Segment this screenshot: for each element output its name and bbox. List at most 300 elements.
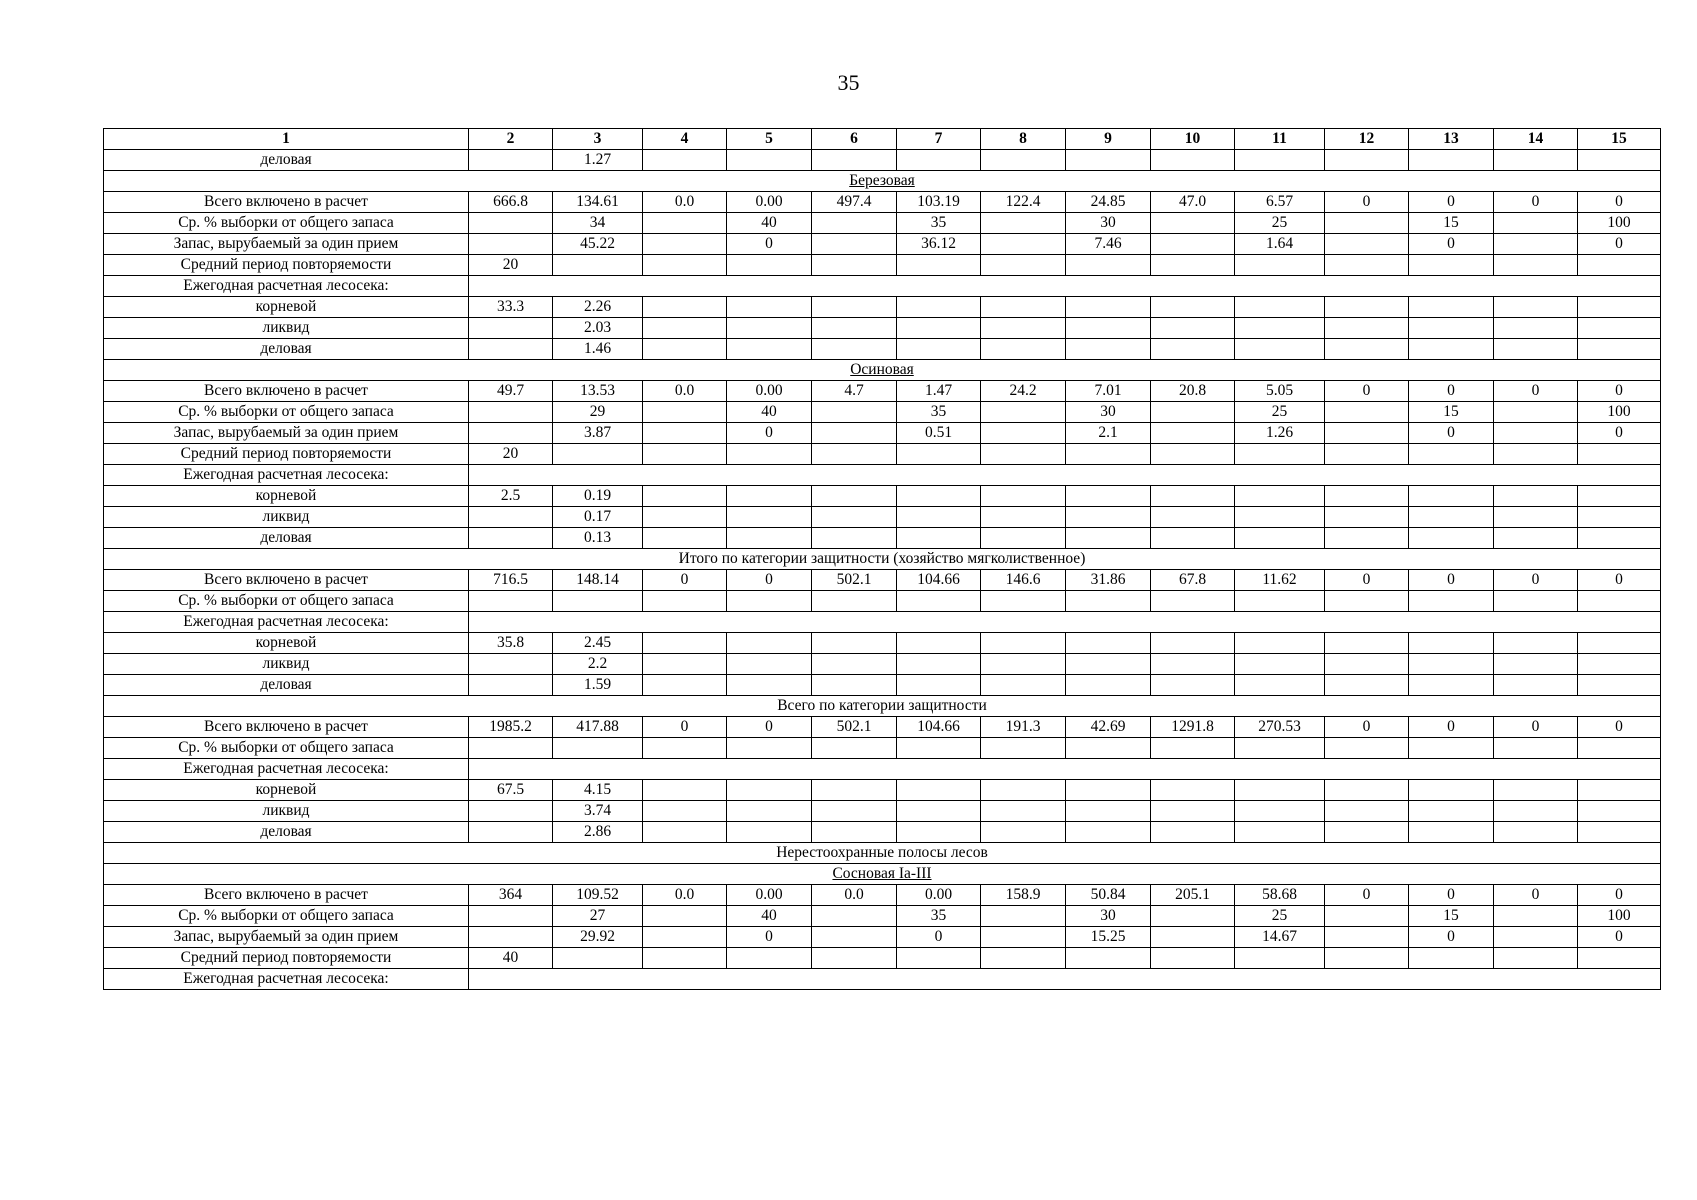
table-cell (812, 255, 897, 276)
column-header: 6 (812, 129, 897, 150)
table-cell (812, 906, 897, 927)
table-cell (643, 780, 727, 801)
table-cell (469, 318, 553, 339)
table-cell: 716.5 (469, 570, 553, 591)
table-cell (643, 318, 727, 339)
table-row (104, 234, 1661, 255)
section-title: Всего по категории защитности (104, 696, 1661, 717)
table-cell (643, 423, 727, 444)
table-row (104, 150, 1661, 171)
section-title: Нерестоохранные полосы лесов (104, 843, 1661, 864)
row-label: Ежегодная расчетная лесосека: (104, 612, 469, 633)
table-cell (897, 738, 981, 759)
table-cell: 33.3 (469, 297, 553, 318)
table-row (104, 738, 1661, 759)
table-cell: 6.57 (1235, 192, 1325, 213)
table-cell (469, 465, 1661, 486)
table-cell (1494, 297, 1578, 318)
table-cell (1325, 738, 1409, 759)
table-cell: 0 (1409, 381, 1494, 402)
table-row (104, 465, 1661, 486)
table-cell: 15 (1409, 213, 1494, 234)
table-cell (897, 255, 981, 276)
table-cell (1494, 486, 1578, 507)
table-row (104, 759, 1661, 780)
table-cell: 0 (1325, 192, 1409, 213)
row-label: Всего включено в расчет (104, 570, 469, 591)
table-cell (643, 528, 727, 549)
table-cell: 0 (1578, 423, 1661, 444)
table-cell (1409, 801, 1494, 822)
table-cell: 0 (1578, 192, 1661, 213)
table-cell (1151, 675, 1235, 696)
section-title: Сосновая Ia-III (104, 864, 1661, 885)
table-cell: 2.45 (553, 633, 643, 654)
table-cell: 40 (727, 402, 812, 423)
row-label: Ежегодная расчетная лесосека: (104, 759, 469, 780)
table-cell (1494, 738, 1578, 759)
table-cell (1066, 822, 1151, 843)
table-row (104, 297, 1661, 318)
table-cell: 35.8 (469, 633, 553, 654)
table-cell (469, 234, 553, 255)
table-row (104, 381, 1661, 402)
table-row (104, 444, 1661, 465)
table-cell: 0 (1494, 570, 1578, 591)
row-label: ликвид (104, 507, 469, 528)
table-cell (1325, 234, 1409, 255)
table-cell (1151, 507, 1235, 528)
row-label: Запас, вырубаемый за один прием (104, 234, 469, 255)
table-cell: 29.92 (553, 927, 643, 948)
table-cell (897, 297, 981, 318)
row-label: Ср. % выборки от общего запаса (104, 213, 469, 234)
table-cell (812, 801, 897, 822)
row-label: Запас, вырубаемый за один прием (104, 423, 469, 444)
table-cell (981, 318, 1066, 339)
table-cell: 0 (1409, 192, 1494, 213)
table-cell (1066, 486, 1151, 507)
table-cell (1235, 654, 1325, 675)
table-cell: 40 (727, 213, 812, 234)
table-cell (1235, 948, 1325, 969)
table-cell (981, 423, 1066, 444)
table-cell (1578, 591, 1661, 612)
table-cell (1325, 822, 1409, 843)
table-cell (1151, 633, 1235, 654)
section-title: Итого по категории защитности (хозяйство мягколиственное) (104, 549, 1661, 570)
table-cell (1151, 318, 1235, 339)
table-cell: 40 (469, 948, 553, 969)
table-cell (1325, 255, 1409, 276)
table-cell: 27 (553, 906, 643, 927)
table-cell (1578, 318, 1661, 339)
table-cell: 0 (1578, 927, 1661, 948)
table-cell: 104.66 (897, 570, 981, 591)
table-row (104, 906, 1661, 927)
table-cell: 30 (1066, 402, 1151, 423)
table-cell (981, 906, 1066, 927)
table-cell (553, 948, 643, 969)
table-cell (897, 591, 981, 612)
table-cell: 45.22 (553, 234, 643, 255)
section-header-row (104, 864, 1661, 885)
table-cell (469, 213, 553, 234)
table-cell: 15 (1409, 402, 1494, 423)
table-cell: 2.5 (469, 486, 553, 507)
table-cell (981, 234, 1066, 255)
table-row (104, 927, 1661, 948)
table-cell: 1.26 (1235, 423, 1325, 444)
table-cell (1409, 654, 1494, 675)
table-cell: 0.13 (553, 528, 643, 549)
table-cell (981, 633, 1066, 654)
table-cell: 35 (897, 906, 981, 927)
table-cell (727, 486, 812, 507)
table-cell: 1.64 (1235, 234, 1325, 255)
table-cell (812, 948, 897, 969)
table-cell (1578, 150, 1661, 171)
table-cell (897, 948, 981, 969)
table-cell: 36.12 (897, 234, 981, 255)
table-cell: 25 (1235, 402, 1325, 423)
table-cell (1494, 948, 1578, 969)
column-header: 8 (981, 129, 1066, 150)
table-cell (643, 927, 727, 948)
table-cell (1151, 444, 1235, 465)
table-cell (553, 591, 643, 612)
column-header: 4 (643, 129, 727, 150)
table-cell: 417.88 (553, 717, 643, 738)
table-cell (812, 318, 897, 339)
section-header-row (104, 843, 1661, 864)
table-cell: 20 (469, 444, 553, 465)
row-label: Всего включено в расчет (104, 717, 469, 738)
row-label: Всего включено в расчет (104, 381, 469, 402)
table-cell: 103.19 (897, 192, 981, 213)
table-cell: 191.3 (981, 717, 1066, 738)
table-cell: 0 (727, 423, 812, 444)
table-cell: 0 (1409, 234, 1494, 255)
table-cell (1235, 591, 1325, 612)
table-cell (727, 339, 812, 360)
table-cell: 104.66 (897, 717, 981, 738)
table-row (104, 423, 1661, 444)
table-cell (1325, 528, 1409, 549)
table-cell (727, 675, 812, 696)
table-cell (1494, 255, 1578, 276)
table-cell (469, 507, 553, 528)
table-cell (1151, 948, 1235, 969)
page-number: 35 (837, 70, 860, 95)
table-cell (1235, 738, 1325, 759)
table-cell: 0.51 (897, 423, 981, 444)
table-cell (812, 297, 897, 318)
table-cell (812, 675, 897, 696)
table-cell (1409, 738, 1494, 759)
table-row (104, 780, 1661, 801)
table-cell: 0 (1409, 570, 1494, 591)
table-cell (1066, 150, 1151, 171)
table-cell (1066, 318, 1151, 339)
table-cell (1235, 255, 1325, 276)
table-cell (643, 591, 727, 612)
table-cell (553, 444, 643, 465)
table-cell (1066, 591, 1151, 612)
table-cell (469, 906, 553, 927)
table-cell (1409, 675, 1494, 696)
table-cell: 0 (1494, 717, 1578, 738)
column-header: 5 (727, 129, 812, 150)
table-cell (897, 633, 981, 654)
table-cell (1409, 150, 1494, 171)
table-cell (981, 486, 1066, 507)
table-row (104, 591, 1661, 612)
table-cell (1494, 591, 1578, 612)
table-cell: 0 (1494, 381, 1578, 402)
table-cell (1494, 822, 1578, 843)
table-cell: 67.8 (1151, 570, 1235, 591)
table-cell (981, 822, 1066, 843)
table-cell (1235, 486, 1325, 507)
table-cell (1066, 801, 1151, 822)
table-cell (1578, 507, 1661, 528)
table-cell: 42.69 (1066, 717, 1151, 738)
forest-harvest-table (103, 128, 1661, 990)
table-cell (981, 654, 1066, 675)
table-cell (643, 150, 727, 171)
table-cell (1151, 528, 1235, 549)
table-cell: 11.62 (1235, 570, 1325, 591)
table-cell (1409, 780, 1494, 801)
table-cell (981, 948, 1066, 969)
table-cell (1494, 423, 1578, 444)
table-cell: 14.67 (1235, 927, 1325, 948)
row-label: ликвид (104, 801, 469, 822)
table-cell: 2.86 (553, 822, 643, 843)
table-cell (727, 822, 812, 843)
table-row (104, 948, 1661, 969)
table-cell (1325, 402, 1409, 423)
table-cell (469, 738, 553, 759)
table-cell (1235, 507, 1325, 528)
table-cell: 0 (1494, 885, 1578, 906)
table-cell (469, 402, 553, 423)
table-cell: 0 (727, 570, 812, 591)
row-label: Ежегодная расчетная лесосека: (104, 276, 469, 297)
table-cell (1151, 234, 1235, 255)
table-cell: 0 (727, 717, 812, 738)
table-cell: 0.0 (643, 192, 727, 213)
table-cell (1494, 906, 1578, 927)
table-cell (1325, 150, 1409, 171)
table-row (104, 633, 1661, 654)
table-cell (1235, 150, 1325, 171)
table-cell (1151, 801, 1235, 822)
table-cell (897, 822, 981, 843)
table-cell (897, 780, 981, 801)
table-row (104, 318, 1661, 339)
row-label: Ср. % выборки от общего запаса (104, 738, 469, 759)
table-cell: 15.25 (1066, 927, 1151, 948)
section-header-row (104, 549, 1661, 570)
table-cell (981, 150, 1066, 171)
table-cell (1325, 444, 1409, 465)
table-cell (1066, 633, 1151, 654)
table-cell (643, 948, 727, 969)
table-cell: 134.61 (553, 192, 643, 213)
table-cell (1235, 528, 1325, 549)
table-cell (981, 213, 1066, 234)
table-cell (727, 318, 812, 339)
table-cell: 100 (1578, 213, 1661, 234)
table-cell: 3.87 (553, 423, 643, 444)
table-cell (1325, 507, 1409, 528)
table-cell (1066, 507, 1151, 528)
table-cell (469, 339, 553, 360)
table-cell: 40 (727, 906, 812, 927)
table-cell: 2.2 (553, 654, 643, 675)
table-cell (981, 444, 1066, 465)
table-cell (643, 402, 727, 423)
table-cell (1066, 675, 1151, 696)
table-cell (1151, 213, 1235, 234)
table-cell: 1.46 (553, 339, 643, 360)
table-cell: 5.05 (1235, 381, 1325, 402)
table-cell (1409, 444, 1494, 465)
table-cell (1325, 213, 1409, 234)
table-cell (1578, 339, 1661, 360)
table-cell (1151, 927, 1235, 948)
column-header: 11 (1235, 129, 1325, 150)
table-cell (981, 801, 1066, 822)
table-cell (1494, 507, 1578, 528)
table-cell: 2.03 (553, 318, 643, 339)
table-cell (812, 927, 897, 948)
table-cell (1494, 801, 1578, 822)
table-cell (1494, 339, 1578, 360)
table-cell (727, 150, 812, 171)
table-cell (1235, 675, 1325, 696)
table-cell (1235, 444, 1325, 465)
table-cell (469, 927, 553, 948)
table-cell: 100 (1578, 402, 1661, 423)
table-cell: 0.0 (643, 885, 727, 906)
table-cell: 30 (1066, 906, 1151, 927)
table-cell (1325, 633, 1409, 654)
table-header-row (104, 129, 1661, 150)
table-cell (1066, 948, 1151, 969)
table-cell (1494, 633, 1578, 654)
table-cell: 497.4 (812, 192, 897, 213)
table-cell (981, 927, 1066, 948)
table-cell (812, 738, 897, 759)
table-cell (1066, 654, 1151, 675)
table-cell: 4.7 (812, 381, 897, 402)
table-cell (727, 633, 812, 654)
table-cell: 31.86 (1066, 570, 1151, 591)
table-cell (812, 633, 897, 654)
table-cell (897, 507, 981, 528)
table-cell (1578, 486, 1661, 507)
table-cell: 0 (643, 570, 727, 591)
table-cell: 67.5 (469, 780, 553, 801)
table-cell (643, 297, 727, 318)
section-header-row (104, 360, 1661, 381)
table-cell: 0 (1325, 570, 1409, 591)
table-cell (1494, 234, 1578, 255)
table-cell (1325, 591, 1409, 612)
table-cell (897, 318, 981, 339)
table-cell (1494, 213, 1578, 234)
row-label: деловая (104, 339, 469, 360)
table-row (104, 969, 1661, 990)
section-header-row (104, 171, 1661, 192)
table-cell (469, 150, 553, 171)
table-cell: 1.59 (553, 675, 643, 696)
table-cell (1578, 822, 1661, 843)
table-cell: 0 (897, 927, 981, 948)
row-label: Ср. % выборки от общего запаса (104, 591, 469, 612)
table-cell (1151, 486, 1235, 507)
table-cell (1235, 801, 1325, 822)
table-cell (897, 675, 981, 696)
table-cell (643, 255, 727, 276)
column-header: 1 (104, 129, 469, 150)
row-label: Ежегодная расчетная лесосека: (104, 465, 469, 486)
table-cell (727, 780, 812, 801)
table-cell (643, 444, 727, 465)
table-cell (981, 780, 1066, 801)
table-row (104, 717, 1661, 738)
table-cell (1325, 423, 1409, 444)
table-cell: 3.74 (553, 801, 643, 822)
table-cell (1151, 738, 1235, 759)
table-cell: 0 (1409, 423, 1494, 444)
table-cell (1578, 780, 1661, 801)
table-cell (981, 738, 1066, 759)
table-cell (1409, 297, 1494, 318)
table-cell (1151, 591, 1235, 612)
table-cell (812, 150, 897, 171)
table-cell (1066, 528, 1151, 549)
table-cell: 1.47 (897, 381, 981, 402)
table-cell: 502.1 (812, 717, 897, 738)
table-cell (1151, 822, 1235, 843)
table-cell (812, 423, 897, 444)
table-cell: 364 (469, 885, 553, 906)
table-cell: 0 (1578, 885, 1661, 906)
table-cell (1235, 822, 1325, 843)
table-cell (1409, 948, 1494, 969)
table-cell: 35 (897, 213, 981, 234)
table-cell: 0.00 (727, 381, 812, 402)
table-cell: 4.15 (553, 780, 643, 801)
table-cell: 24.85 (1066, 192, 1151, 213)
table-cell (981, 528, 1066, 549)
table-cell: 1291.8 (1151, 717, 1235, 738)
table-cell (1578, 654, 1661, 675)
table-cell (812, 654, 897, 675)
table-cell (897, 150, 981, 171)
table-cell: 0 (1578, 570, 1661, 591)
table-cell: 25 (1235, 906, 1325, 927)
table-cell (897, 486, 981, 507)
table-cell (469, 675, 553, 696)
table-cell (1325, 780, 1409, 801)
table-cell: 122.4 (981, 192, 1066, 213)
table-cell (1578, 255, 1661, 276)
